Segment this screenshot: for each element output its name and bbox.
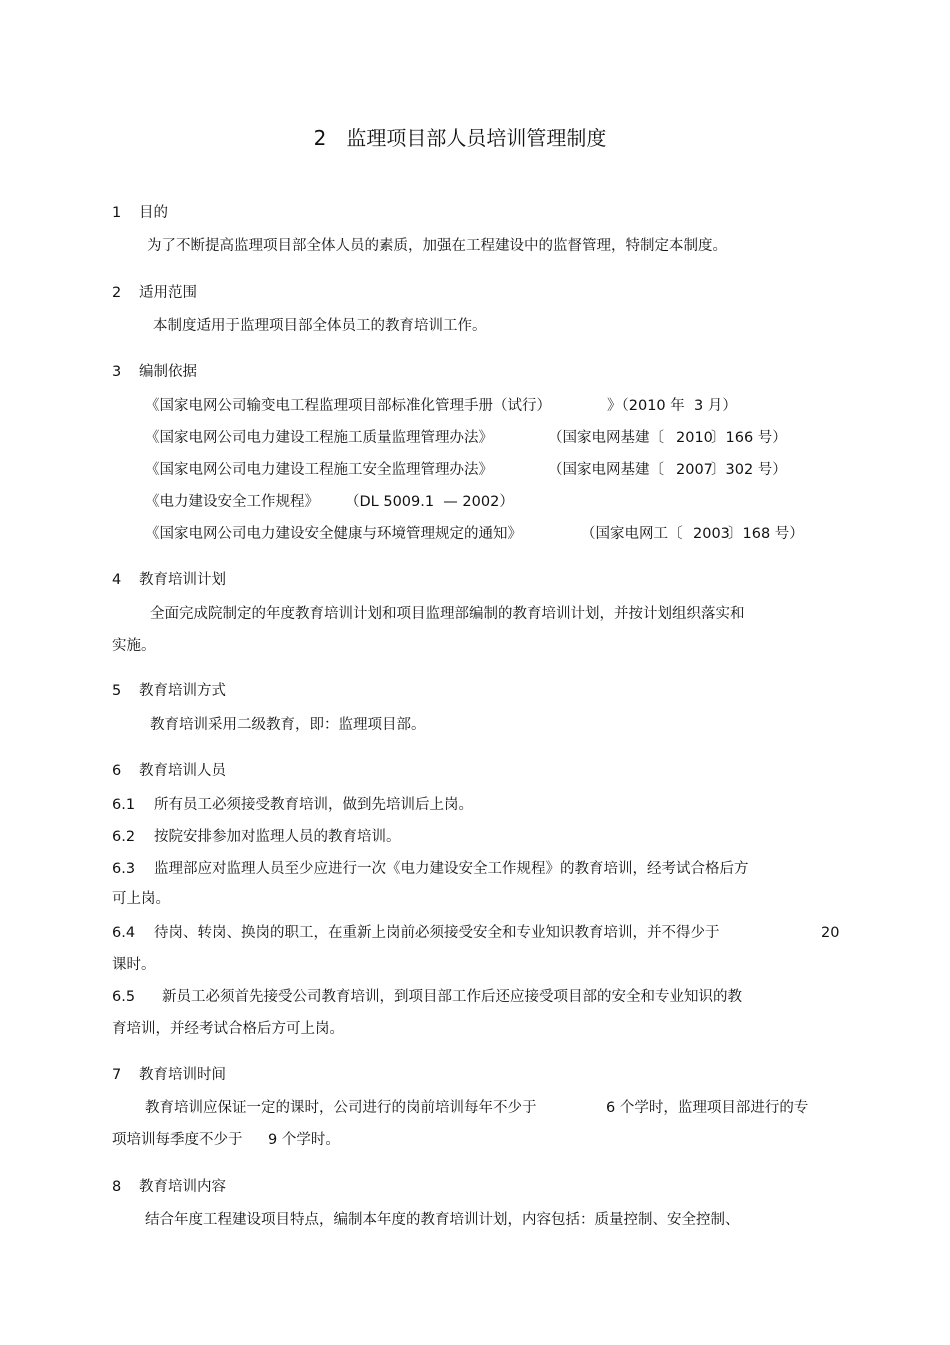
reference-1-name: 《国家电网公司输变电工程监理项目部标准化管理手册（试行）	[145, 398, 551, 414]
item-6-2-text: 按院安排参加对监理人员的教育培训。	[154, 829, 401, 845]
item-6-3-number: 6.3	[112, 861, 136, 877]
item-6-4-number: 6.4	[112, 925, 136, 941]
section-7-text-part-b: 6 个学时，监理项目部进行的专	[606, 1100, 809, 1116]
section-2-number: 2	[112, 285, 122, 301]
item-6-5-continuation: 育培训，并经考试合格后方可上岗。	[112, 1021, 344, 1037]
section-5-number: 5	[112, 683, 122, 699]
item-6-3-text: 监理部应对监理人员至少应进行一次《电力建设安全工作规程》的教育培训，经考试合格后方	[154, 861, 749, 877]
section-7-text-part-a: 教育培训应保证一定的课时，公司进行的岗前培训每年不少于	[145, 1100, 537, 1116]
reference-4-name: 《电力建设安全工作规程》	[145, 494, 319, 510]
item-6-4-text: 待岗、转岗、换岗的职工，在重新上岗前必须接受安全和专业知识教育培训，并不得少于	[154, 925, 720, 941]
section-2-text: 本制度适用于监理项目部全体员工的教育培训工作。	[153, 318, 487, 334]
page-title: 2 监理项目部人员培训管理制度	[313, 126, 607, 150]
section-8-heading: 教育培训内容	[139, 1179, 226, 1195]
item-6-2-number: 6.2	[112, 829, 136, 845]
item-6-4-continuation: 课时。	[112, 957, 156, 973]
item-6-5-number: 6.5	[112, 989, 136, 1005]
section-1-text: 为了不断提高监理项目部全体人员的素质，加强在工程建设中的监督管理，特制定本制度。	[147, 238, 727, 254]
reference-5-name: 《国家电网公司电力建设安全健康与环境管理规定的通知》	[145, 526, 522, 542]
section-6-number: 6	[112, 763, 122, 779]
item-6-1-number: 6.1	[112, 797, 136, 813]
section-5-heading: 教育培训方式	[139, 683, 226, 699]
item-6-1-text: 所有员工必须接受教育培训，做到先培训后上岗。	[154, 797, 473, 813]
reference-5-issuer: （国家电网工〔	[581, 526, 683, 542]
section-1-heading: 目的	[139, 205, 168, 221]
reference-3-number: 〕302 号）	[711, 462, 787, 478]
section-5-text: 教育培训采用二级教育，即：监理项目部。	[150, 717, 426, 733]
section-7-heading: 教育培训时间	[139, 1067, 226, 1083]
reference-3-issuer: （国家电网基建〔	[548, 462, 664, 478]
section-3-heading: 编制依据	[139, 364, 197, 380]
section-4-heading: 教育培训计划	[139, 572, 226, 588]
section-8-number: 8	[112, 1179, 122, 1195]
reference-3-name: 《国家电网公司电力建设工程施工安全监理管理办法》	[145, 462, 493, 478]
reference-2-number: 〕166 号）	[711, 430, 787, 446]
section-4-text-line-2: 实施。	[112, 638, 156, 654]
reference-3-year: 2007	[676, 462, 713, 478]
section-7-text-part-c: 项培训每季度不少于	[112, 1132, 243, 1148]
reference-5-number: 〕168 号）	[728, 526, 804, 542]
section-3-number: 3	[112, 364, 122, 380]
section-4-number: 4	[112, 572, 122, 588]
section-7-text-part-d: 9 个学时。	[268, 1132, 340, 1148]
section-2-heading: 适用范围	[139, 285, 197, 301]
section-7-number: 7	[112, 1067, 122, 1083]
reference-1-date: 》（2010 年 3 月）	[607, 398, 737, 414]
section-6-heading: 教育培训人员	[139, 763, 226, 779]
section-1-number: 1	[112, 205, 122, 221]
item-6-3-continuation: 可上岗。	[112, 891, 170, 907]
reference-2-issuer: （国家电网基建〔	[548, 430, 664, 446]
reference-4-code: （DL 5009.1 — 2002）	[345, 494, 514, 510]
item-6-4-hours: 20	[821, 925, 840, 941]
section-4-text-line-1: 全面完成院制定的年度教育培训计划和项目监理部编制的教育培训计划，并按计划组织落实和	[150, 606, 745, 622]
item-6-5-text: 新员工必须首先接受公司教育培训，到项目部工作后还应接受项目部的安全和专业知识的教	[162, 989, 742, 1005]
reference-2-year: 2010	[676, 430, 713, 446]
reference-5-year: 2003	[693, 526, 730, 542]
reference-2-name: 《国家电网公司电力建设工程施工质量监理管理办法》	[145, 430, 493, 446]
section-8-text: 结合年度工程建设项目特点，编制本年度的教育培训计划，内容包括：质量控制、安全控制、	[145, 1212, 740, 1228]
